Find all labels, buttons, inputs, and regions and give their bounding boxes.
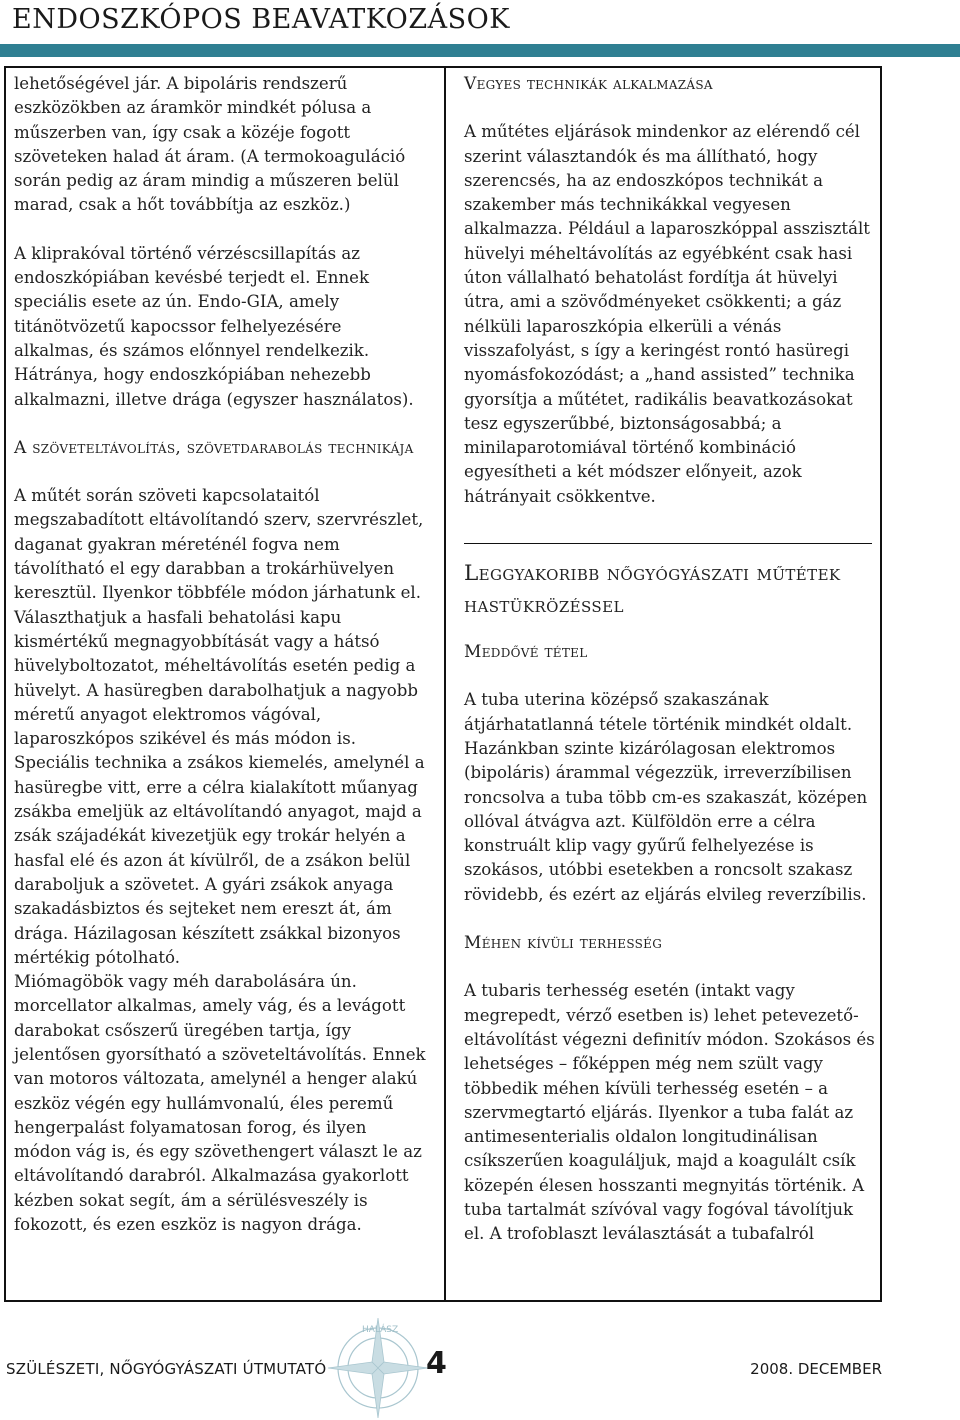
svg-text:HALÁSZ: HALÁSZ [362,1325,399,1335]
paragraph: A műtét során szöveti kapcsolataitól megszabadított eltávolítandó szerv, szervrészlet, daganat gyakran méreténél fogva nem távolítható el egy darabban a trokárhüvelyen keresztül. Ilyenkor többféle módon járhatunk el. Választhatjuk a hasfali behatolási kapu kismértékű megnagyobbítását vagy a hátsó hüvelyboltozatot, méheltávolítás esetén pedig a hüvelyt. A hasüregben darabolhatjuk a nagyobb méretű anyagot elektromos vágóval, laparoszkópos szikével és más módon is. Speciális technika a zsákos kiemelés, amelynél a hasüregbe vitt, erre a célra kialakított műanyag zsákba emeljük az eltávolítandó anyagot, majd a zsák szájadékát kivezetjük egy trokár helyén a hasfal elé és azon át kívülről, de a zsákon belül daraboljuk a szövetet. A gyári zsákok anyaga szakadásbiztos és sejteket nem ereszt át, ám drága. Házilagosan készített zsákkal bizonyos mértékig pótolható. [14,486,425,967]
paragraph: A tubaris terhesség esetén (intakt vagy megrepedt, vérző esetben is) lehet petevezető-eltávolítást végezni definitív módon. Szokásos és lehetséges – főképpen még nem szült vagy többedik méhen kívüli terhesség esetén – a szervmegtartó eljárás. Ilyenkor a tuba falát az antimesenterialis oldalon longitudinálisan csíkszerűen koaguláljuk, majd a koagulált csík közepén élesen hosszanti megnyitás történik. A tuba tartalmát szívóval vagy fogóval távolítjuk el. A trofoblaszt leválasztását a tubafalról [464,981,875,1244]
section-heading: Méhen kívüli terhesség [464,933,663,954]
paragraph: A tuba uterina középső szakaszának átjárhatatlanná tétele történik mindkét oldalt. Hazánkban szinte kizárólagosan elektromos (bipoláris) árammal végezzük, irreverzíbilisen roncsolva a tuba több cm-es szakaszát, középen ollóval átvágva azt. Külföldön erre a célra konstruált klip vagy gyűrű felhelyezése is szokásos, utóbbi esetekben a roncsolt szakasz rövidebb, és ezért az eljárás elvileg reverzíbilis. [464,690,868,904]
paragraph: A műtétes eljárások mindenkor az elérendő cél szerint választandók és ma állítható, hogy szerencsés, ha az endoszkópos technikát a szakember más technikákkal vegyesen alkalmazza. Például a laparoszkóppal asszisztált hüvelyi méheltávolítás az egyébként csak hasi úton vállalható behatolást fordítja át hüvelyi útra, ami a szövődményeket csökkenti; a gáz nélküli laparoszkópia elkerüli a vénás visszafolyást, s így a keringést rontó hasüregi nyomásfokozódást; a „hand assisted” technika gyorsítja a műtétet, radikális beavatkozásokat tesz egyszerűbbé, biztonságosabbá; a minilaparotomiával történő kombináció egyesítheti a két módszer előnyeit, azok hátrányait csökkentve. [464,122,870,506]
compass-logo [318,1310,438,1420]
footer-date: 2008. DECEMBER [750,1360,882,1378]
footer-publication: SZÜLÉSZETI, NŐGYÓGYÁSZATI ÚTMUTATÓ [6,1360,327,1378]
left-column [14,72,426,1237]
paragraph: lehetőségével jár. A bipoláris rendszerű eszközökben az áramkör mindkét pólusa a műszerben van, így csak a közéje fogott szöveteken halad át áram. (A termokoaguláció során pedig az áram mindig a műszeren belül marad, csak a hőt továbbítja az eszköz.) [14,74,406,215]
paragraph: Miómagöbök vagy méh darabolására ún. morcellator alkalmas, amely vág, és a levágott darabokat csőszerű üregében tartja, így jelentősen gyorsítható a szöveteltávolítás. Ennek van motoros változata, amelynél a henger alakú eszköz végén egy hullámvonalú, éles peremű hengerpalást folyamatosan forog, és ilyen módon vág is, és egy szövethengert választ le az eltávolítandó darabról. Alkalmazása gyakorlott kézben sokat segít, ám a sérülésveszély is fokozott, és ezen eszköz is nagyon drága. [14,972,426,1235]
chapter-heading: Leggyakoribb nőgyógyászati műtétek hastükrözéssel [464,561,841,619]
page-number: 4 [426,1346,447,1381]
page-title: ENDOSZKÓPOS BEAVATKOZÁSOK [12,4,510,35]
paragraph: A kliprakóval történő vérzéscsillapítás az endoszkópiában kevésbé terjedt el. Ennek speciális esete az ún. Endo-GIA, amely titánötvözetű kapocssor felhelyezésére alkalmas, és számos előnnyel rendelkezik. Hátránya, hogy endoszkópiában nehezebb alkalmazni, illetve drága (egyszer használatos). [14,243,414,409]
right-column [464,72,876,1247]
column-divider [444,66,446,1302]
section-heading: A szöveteltávolítás, szövetdarabolás technikája [14,437,414,458]
section-heading: Vegyes technikák alkalmazása [464,74,713,94]
section-heading: Meddővé tétel [464,642,588,663]
section-rule [464,543,872,544]
header-accent-bar [0,44,960,57]
